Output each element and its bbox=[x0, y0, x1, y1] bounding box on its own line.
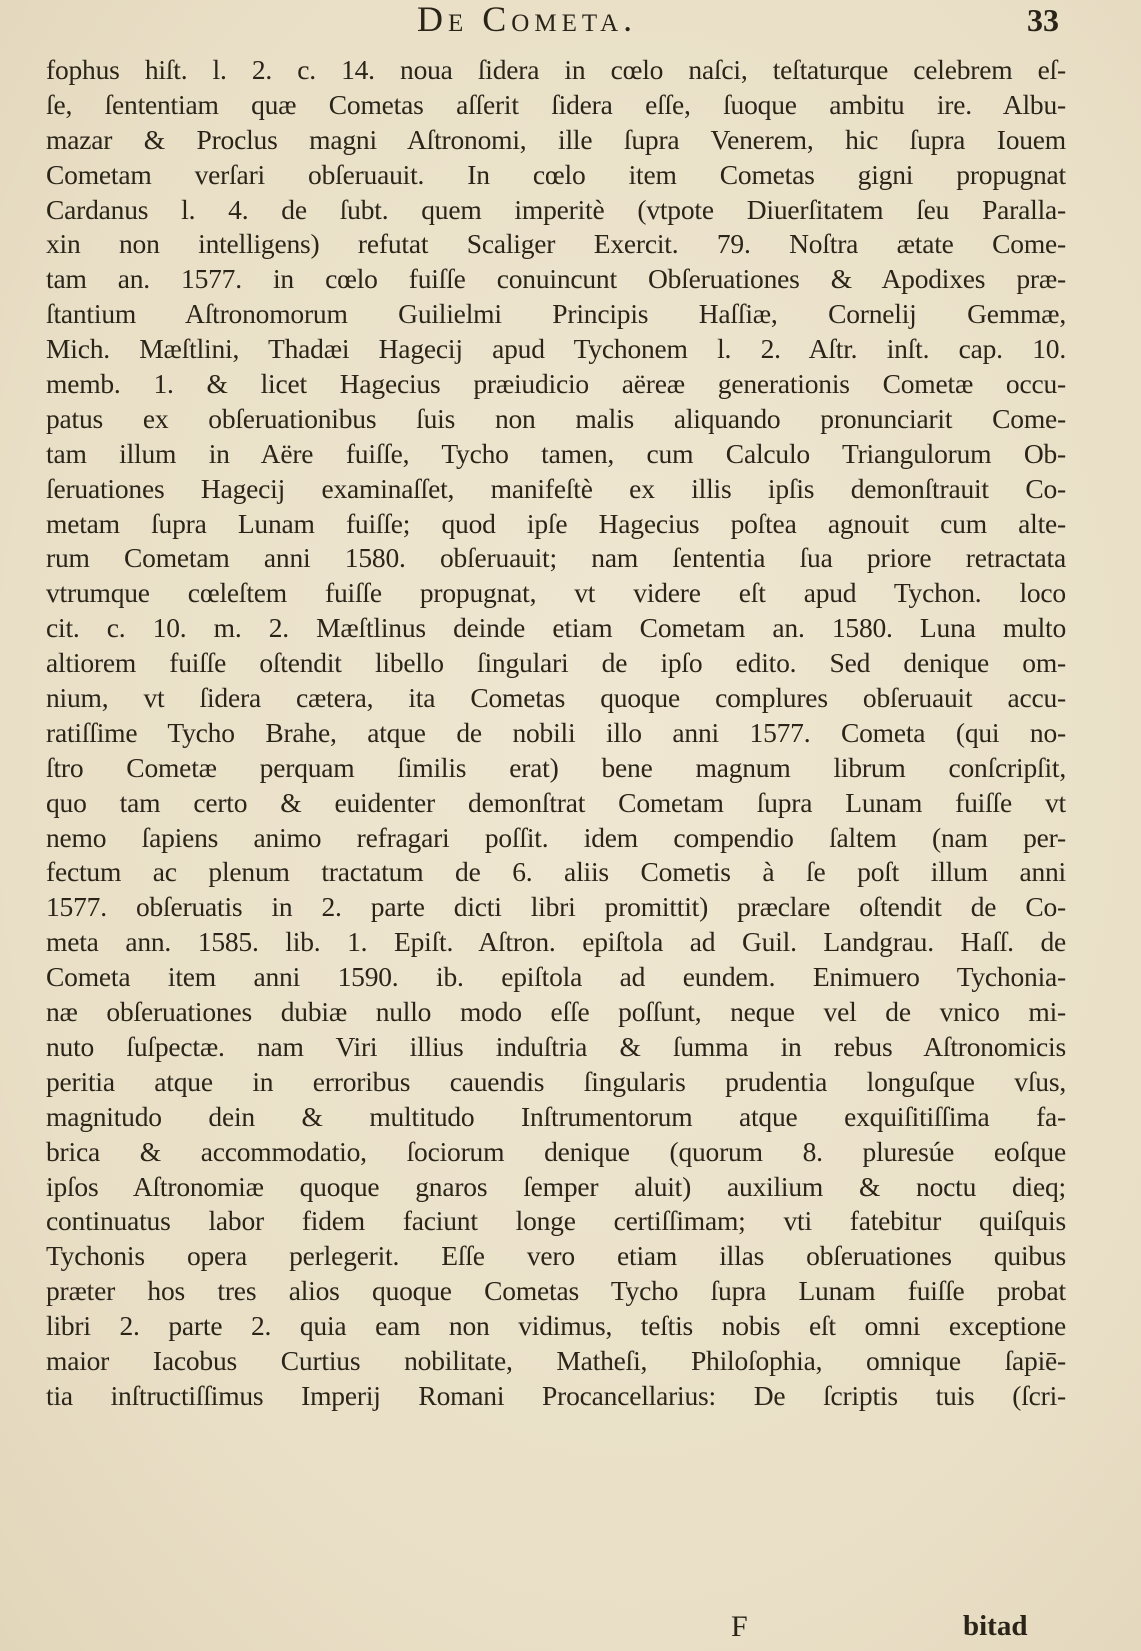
page-number: 33 bbox=[1027, 2, 1059, 38]
text-line: ratiſſime Tycho Brahe, atque de nobili illo anni 1577. Cometa (qui no- bbox=[46, 716, 1066, 748]
text-line: patus ex obſeruationibus ſuis non malis aliquando pronunciarit Come- bbox=[46, 402, 1066, 434]
page-footer bbox=[0, 1610, 1141, 1650]
text-line: metam ſupra Lunam fuiſſe; quod ipſe Hagecius poſtea agnouit cum alte- bbox=[46, 507, 1066, 539]
text-line: ſtantium Aſtronomorum Guilielmi Principis Haſſiæ, Cornelij Gemmæ, bbox=[46, 298, 1066, 330]
text-line: mazar & Proclus magni Aſtronomi, ille ſupra Venerem, hic ſupra Iouem bbox=[46, 123, 1066, 155]
text-line: meta ann. 1585. lib. 1. Epiſt. Aſtron. epiſtola ad Guil. Landgrau. Haſſ. de bbox=[46, 926, 1066, 958]
text-line: ipſos Aſtronomiæ quoque gnaros ſemper aluit) auxilium & noctu dieq; bbox=[46, 1170, 1066, 1202]
text-line: Cardanus l. 4. de ſubt. quem imperitè (vtpote Diuerſitatem ſeu Paralla- bbox=[46, 193, 1066, 225]
text-line: Mich. Mæſtlini, Thadæi Hagecij apud Tychonem l. 2. Aſtr. inſt. cap. 10. bbox=[46, 333, 1066, 365]
signature-mark: F bbox=[731, 1610, 748, 1643]
text-line: quo tam certo & euidenter demonſtrat Cometam ſupra Lunam fuiſſe vt bbox=[46, 786, 1066, 818]
text-line: tam an. 1577. in cœlo fuiſſe conuincunt Obſeruationes & Apodixes præ- bbox=[46, 263, 1066, 295]
text-line: Cometam verſari obſeruauit. In cœlo item Cometas gigni propugnat bbox=[46, 158, 1066, 190]
text-line: altiorem fuiſſe oſtendit libello ſingulari de ipſo edito. Sed denique om- bbox=[46, 647, 1066, 679]
text-line: næ obſeruationes dubiæ nullo modo eſſe poſſunt, neque vel de vnico mi- bbox=[46, 996, 1066, 1028]
text-line: nuto ſuſpectæ. nam Viri illius induſtria & ſumma in rebus Aſtronomicis bbox=[46, 1030, 1066, 1062]
text-line: brica & accommodatio, ſociorum denique (quorum 8. pluresúe eoſque bbox=[46, 1135, 1066, 1167]
text-line: ſe, ſententiam quæ Cometas aſſerit ſidera eſſe, ſuoque ambitu ire. Albu- bbox=[46, 88, 1066, 120]
text-line: maior Iacobus Curtius nobilitate, Matheſi, Philoſophia, omnique ſapiē- bbox=[46, 1344, 1066, 1376]
text-line: tia inſtructiſſimus Imperij Romani Procancellarius: De ſcriptis tuis (ſcri- bbox=[46, 1379, 1066, 1411]
text-line: tam illum in Aëre fuiſſe, Tycho tamen, cum Calculo Triangulorum Ob- bbox=[46, 437, 1066, 469]
text-line: peritia atque in erroribus cauendis ſingularis prudentia longuſque vſus, bbox=[46, 1065, 1066, 1097]
text-line: Tychonis opera perlegerit. Eſſe vero etiam illas obſeruationes quibus bbox=[46, 1240, 1066, 1272]
text-line: continuatus labor fidem faciunt longe certiſſimam; vti fatebitur quiſquis bbox=[46, 1205, 1066, 1237]
text-line: ſeruationes Hagecij examinaſſet, manifeſtè ex illis ipſis demonſtrauit Co- bbox=[46, 472, 1066, 504]
text-line: Cometa item anni 1590. ib. epiſtola ad eundem. Enimuero Tychonia- bbox=[46, 961, 1066, 993]
text-line: libri 2. parte 2. quia eam non vidimus, teſtis nobis eſt omni exceptione bbox=[46, 1310, 1066, 1342]
page-header bbox=[0, 0, 1141, 44]
text-line: memb. 1. & licet Hagecius præiudicio aëreæ generationis Cometæ occu- bbox=[46, 368, 1066, 400]
text-line: rum Cometam anni 1580. obſeruauit; nam ſententia ſua priore retractata bbox=[46, 542, 1066, 574]
body-text bbox=[46, 53, 1066, 1414]
text-line: xin non intelligens) refutat Scaliger Exercit. 79. Noſtra ætate Come- bbox=[46, 228, 1066, 260]
text-line: nemo ſapiens animo refragari poſſit. idem compendio ſaltem (nam per- bbox=[46, 821, 1066, 853]
text-line: magnitudo dein & multitudo Inſtrumentorum atque exquiſitiſſima fa- bbox=[46, 1100, 1066, 1132]
text-line: fectum ac plenum tractatum de 6. aliis Cometis à ſe poſt illum anni bbox=[46, 856, 1066, 888]
catchword: bitad bbox=[963, 1610, 1028, 1642]
text-line: fophus hiſt. l. 2. c. 14. noua ſidera in cœlo naſci, teſtaturque celebrem eſ- bbox=[46, 54, 1066, 85]
text-line: vtrumque cœleſtem fuiſſe propugnat, vt videre eſt apud Tychon. loco bbox=[46, 577, 1066, 609]
text-line: nium, vt ſidera cætera, ita Cometas quoque complures obſeruauit accu- bbox=[46, 682, 1066, 714]
running-title: De Cometa. bbox=[417, 0, 638, 39]
text-line: cit. c. 10. m. 2. Mæſtlinus deinde etiam Cometam an. 1580. Luna multo bbox=[46, 612, 1066, 644]
text-line: ſtro Cometæ perquam ſimilis erat) bene magnum librum conſcripſit, bbox=[46, 751, 1066, 783]
text-line: 1577. obſeruatis in 2. parte dicti libri promittit) præclare oſtendit de Co- bbox=[46, 891, 1066, 923]
text-line: præter hos tres alios quoque Cometas Tycho ſupra Lunam fuiſſe probat bbox=[46, 1275, 1066, 1307]
